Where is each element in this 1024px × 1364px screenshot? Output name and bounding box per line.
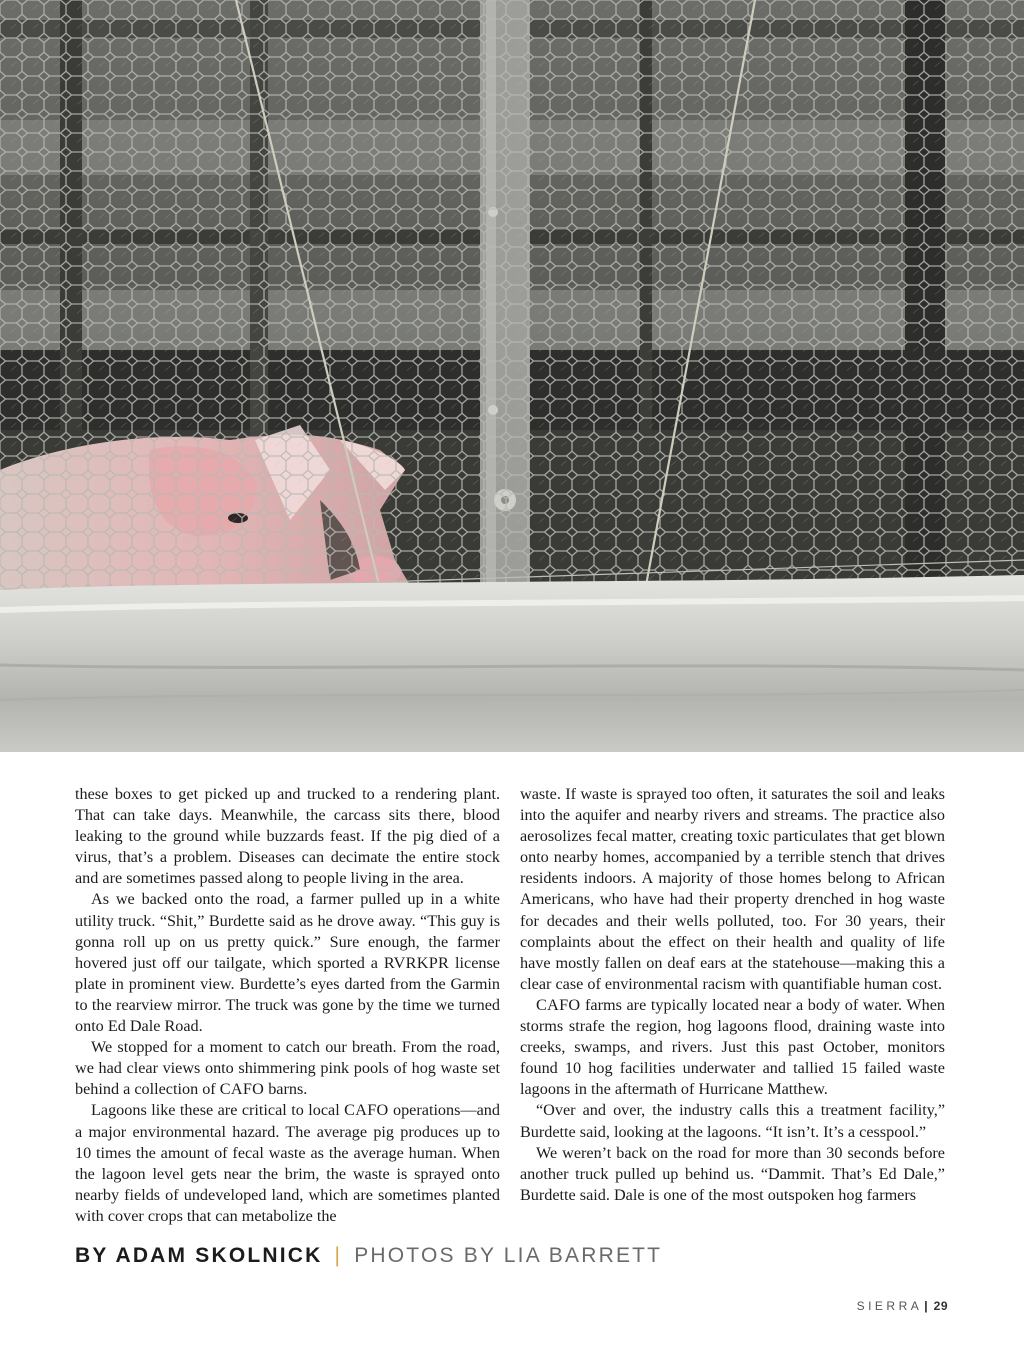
license-plate-text: RVRKPR — [383, 953, 450, 972]
page-folio — [857, 1299, 948, 1313]
paragraph: waste. If waste is sprayed too often, it saturates the soil and leaks into the aquifer and nearby rivers and streams. The practice also aerosolizes fecal matter, creating toxic particulates that get blown onto nearby homes, accompanied by a terrible stench that drives residents indoors. A majority of those homes belong to African Americans, who have had their property drenched in hog waste for decades and their wells polluted, too. For 30 years, their complaints about the effect on their health and quality of life have mostly fallen on deaf ears at the statehouse—making this a clear case of environmental racism with quantifiable human cost. — [520, 785, 945, 993]
paragraph: We weren’t back on the road for more than 30 seconds before another truck pulled up behind us. “Dammit. That’s Ed Dale,” Burdette said. Dale is one of the most outspoken hog farmers — [520, 1143, 945, 1204]
article-left-column — [75, 784, 500, 1227]
paragraph: As we backed onto the road, a farmer pulled up in a white utility truck. “Shit,” Burdette said as he drove away. “This guy is gonna roll up on us pretty quick.” Sure enough, the farmer hovered just off our tailgate, which sported a RVRKPR license plate in prominent view. Burdette’s eyes darted from the Garmin to the rearview mirror. The truck was gone by the time we turned onto Ed Dale Road. — [75, 890, 500, 1036]
byline-separator: | — [334, 1244, 343, 1267]
paragraph: these boxes to get picked up and trucked to a rendering plant. That can take days. Meanwhile, the carcass sits there, blood leaking to the ground while buzzards feast. If the pig died of a virus, that’s a problem. Diseases can decimate the entire stock and are sometimes passed along to people living in the area. — [75, 785, 500, 888]
byline-author: BY ADAM SKOLNICK — [75, 1244, 323, 1267]
article-right-column — [520, 784, 945, 1206]
folio-separator: | — [924, 1299, 928, 1313]
page-number: 29 — [933, 1299, 948, 1313]
byline-photographer: PHOTOS BY LIA BARRETT — [354, 1244, 663, 1267]
paragraph: CAFO farms are typically located near a body of water. When storms strafe the region, hog lagoons flood, draining waste into creeks, swamps, and rivers. Just this past October, monitors found 10 hog facilities underwater and tallied 15 failed waste lagoons in the aftermath of Hurricane Matthew. — [520, 995, 945, 1099]
magazine-name: SIERRA — [856, 1299, 923, 1313]
paragraph: Lagoons like these are critical to local CAFO operations—and a major environmental hazard. The average pig produces up to 10 times the amount of fecal waste as the average human. When the lagoon level gets near the brim, the waste is sprayed onto nearby fields of undeveloped land, which are sometimes planted with cover crops that can metabolize the — [75, 1101, 500, 1225]
byline — [75, 1244, 662, 1268]
paragraph: We stopped for a moment to catch our breath. From the road, we had clear views onto shimmering pink pools of hog waste set behind a collection of CAFO barns. — [75, 1038, 500, 1099]
paragraph: “Over and over, the industry calls this a treatment facility,” Burdette said, looking at the lagoons. “It isn’t. It’s a cesspool.” — [520, 1101, 945, 1141]
